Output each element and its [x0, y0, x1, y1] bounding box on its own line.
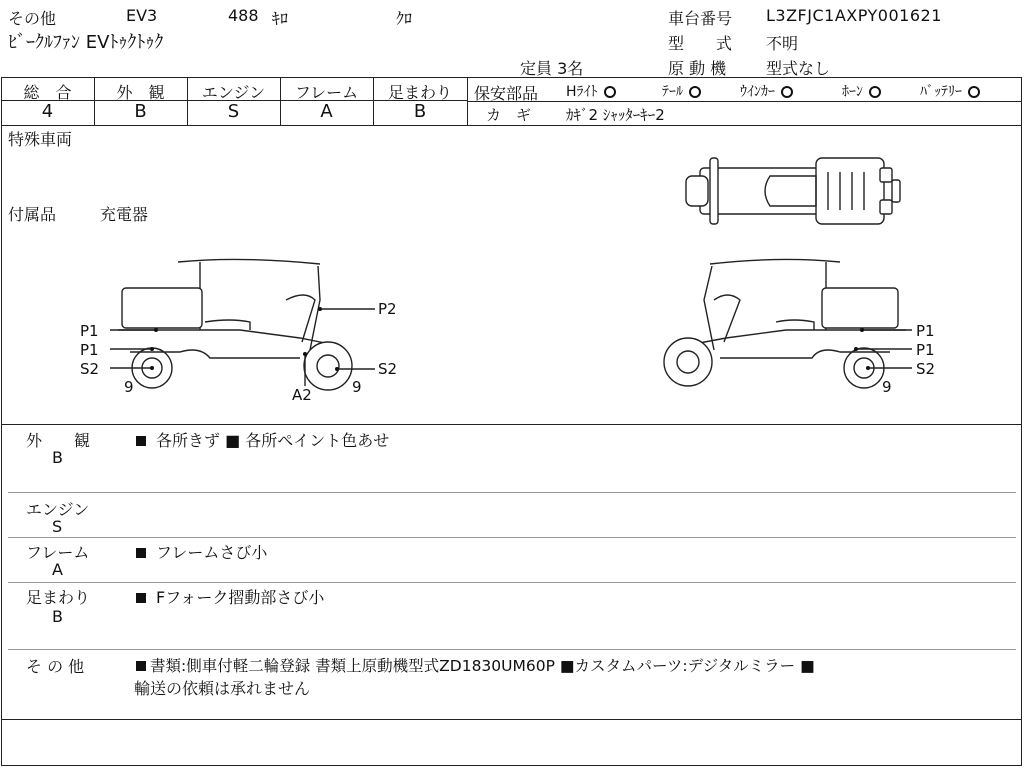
- right-label-9: 9: [882, 378, 892, 396]
- condition-other-text-2: 輸送の依頼は承れません: [134, 679, 311, 698]
- condition-exterior: [8, 426, 1016, 493]
- mileage-value: 488: [228, 6, 259, 25]
- safety-item-horn: ﾎｰﾝ: [842, 81, 881, 101]
- condition-exterior-label: 外 観: [26, 431, 91, 450]
- condition-engine: [8, 493, 1016, 538]
- type-label: 型 式: [668, 34, 733, 53]
- condition-suspension-label: 足まわり: [26, 588, 91, 607]
- engine-value: 型式なし: [766, 59, 831, 78]
- condition-frame-text: フレームさび小: [136, 540, 267, 563]
- left-side-view-drawing: [110, 259, 375, 390]
- condition-suspension: [8, 583, 1016, 650]
- key-label: カ ギ: [486, 106, 532, 124]
- safety-item-battery: ﾊﾞｯﾃﾘｰ: [920, 81, 980, 101]
- grade-value-frame: A: [320, 101, 333, 122]
- maker-model: ﾋﾞｰｸﾙﾌｧﾝ EVﾄｩｸﾄｩｸ: [8, 32, 164, 53]
- mileage-unit: ｷﾛ: [272, 9, 289, 28]
- safety-item-winker: ｳｲﾝｶｰ: [740, 81, 793, 101]
- condition-other: [8, 650, 1016, 718]
- safety-item-tail: ﾃｰﾙ: [662, 81, 701, 101]
- category: その他: [8, 9, 57, 28]
- condition-exterior-text: 各所きず ■ 各所ペイント色あせ: [136, 428, 389, 451]
- condition-frame-label: フレーム: [26, 543, 90, 562]
- left-label-9-b: 9: [352, 378, 362, 396]
- left-label-s2: S2: [80, 360, 100, 378]
- grade-label-overall: 総 合: [23, 83, 72, 102]
- condition-engine-grade: S: [52, 517, 63, 536]
- left-label-9-a: 9: [124, 378, 134, 396]
- bullet-square-icon: [136, 593, 146, 603]
- color: ｸﾛ: [396, 9, 413, 28]
- capacity: 定員 3名: [520, 59, 584, 78]
- condition-other-text: 書類:側車付軽二輪登録 書類上原動機型式ZD1830UM60P ■カスタムパーツ:デジタルミラー ■: [136, 654, 815, 676]
- bullet-square-icon: [136, 548, 146, 558]
- model-code: EV3: [126, 6, 158, 25]
- grade-label-frame: フレーム: [294, 83, 359, 102]
- vin-value: L3ZFJC1AXPY001621: [766, 6, 942, 25]
- condition-bottom-line: [1, 719, 1022, 720]
- left-label-p1-a: P1: [80, 322, 99, 340]
- right-label-p1-a: P1: [916, 322, 935, 340]
- right-label-s2: S2: [916, 360, 936, 378]
- condition-frame-grade: A: [52, 560, 63, 579]
- safety-label: 保安部品: [474, 84, 539, 103]
- condition-suspension-text: Fフォーク摺動部さび小: [136, 585, 324, 608]
- safety-item-headlight: Hﾗｲﾄ: [566, 81, 616, 101]
- right-label-p1-b: P1: [916, 341, 935, 359]
- grade-value-engine: S: [227, 101, 240, 122]
- top-view-drawing: [686, 158, 900, 224]
- right-side-view-drawing: [664, 259, 912, 388]
- left-label-p2: P2: [378, 300, 397, 318]
- condition-frame: [8, 538, 1016, 583]
- grade-value-suspension: B: [413, 101, 427, 122]
- bullet-square-icon: [136, 436, 146, 446]
- bullet-square-icon: [136, 661, 146, 671]
- left-label-p1-b: P1: [80, 341, 99, 359]
- accessories-value: 充電器: [100, 205, 149, 224]
- condition-suspension-grade: B: [52, 607, 63, 626]
- left-label-s2-b: S2: [378, 360, 398, 378]
- condition-top-line: [1, 424, 1022, 425]
- grade-value-overall: 4: [41, 101, 54, 122]
- grade-label-exterior: 外 観: [116, 83, 165, 102]
- condition-other-label: そ の 他: [26, 657, 85, 676]
- vin-label: 車台番号: [668, 9, 733, 28]
- grade-value-exterior: B: [134, 101, 147, 122]
- type-value: 不明: [766, 34, 799, 53]
- accessories-label: 付属品: [8, 205, 57, 224]
- engine-label: 原 動 機: [668, 59, 727, 78]
- condition-engine-label: エンジン: [26, 500, 90, 519]
- condition-exterior-grade: B: [52, 448, 63, 467]
- left-label-a2: A2: [292, 386, 312, 404]
- key-value: ｶｷﾞ2 ｼｬｯﾀｰｷｰ2: [566, 106, 665, 124]
- grade-label-suspension: 足まわり: [387, 83, 452, 102]
- grade-label-engine: エンジン: [201, 83, 266, 102]
- special-vehicle-label: 特殊車両: [8, 130, 73, 149]
